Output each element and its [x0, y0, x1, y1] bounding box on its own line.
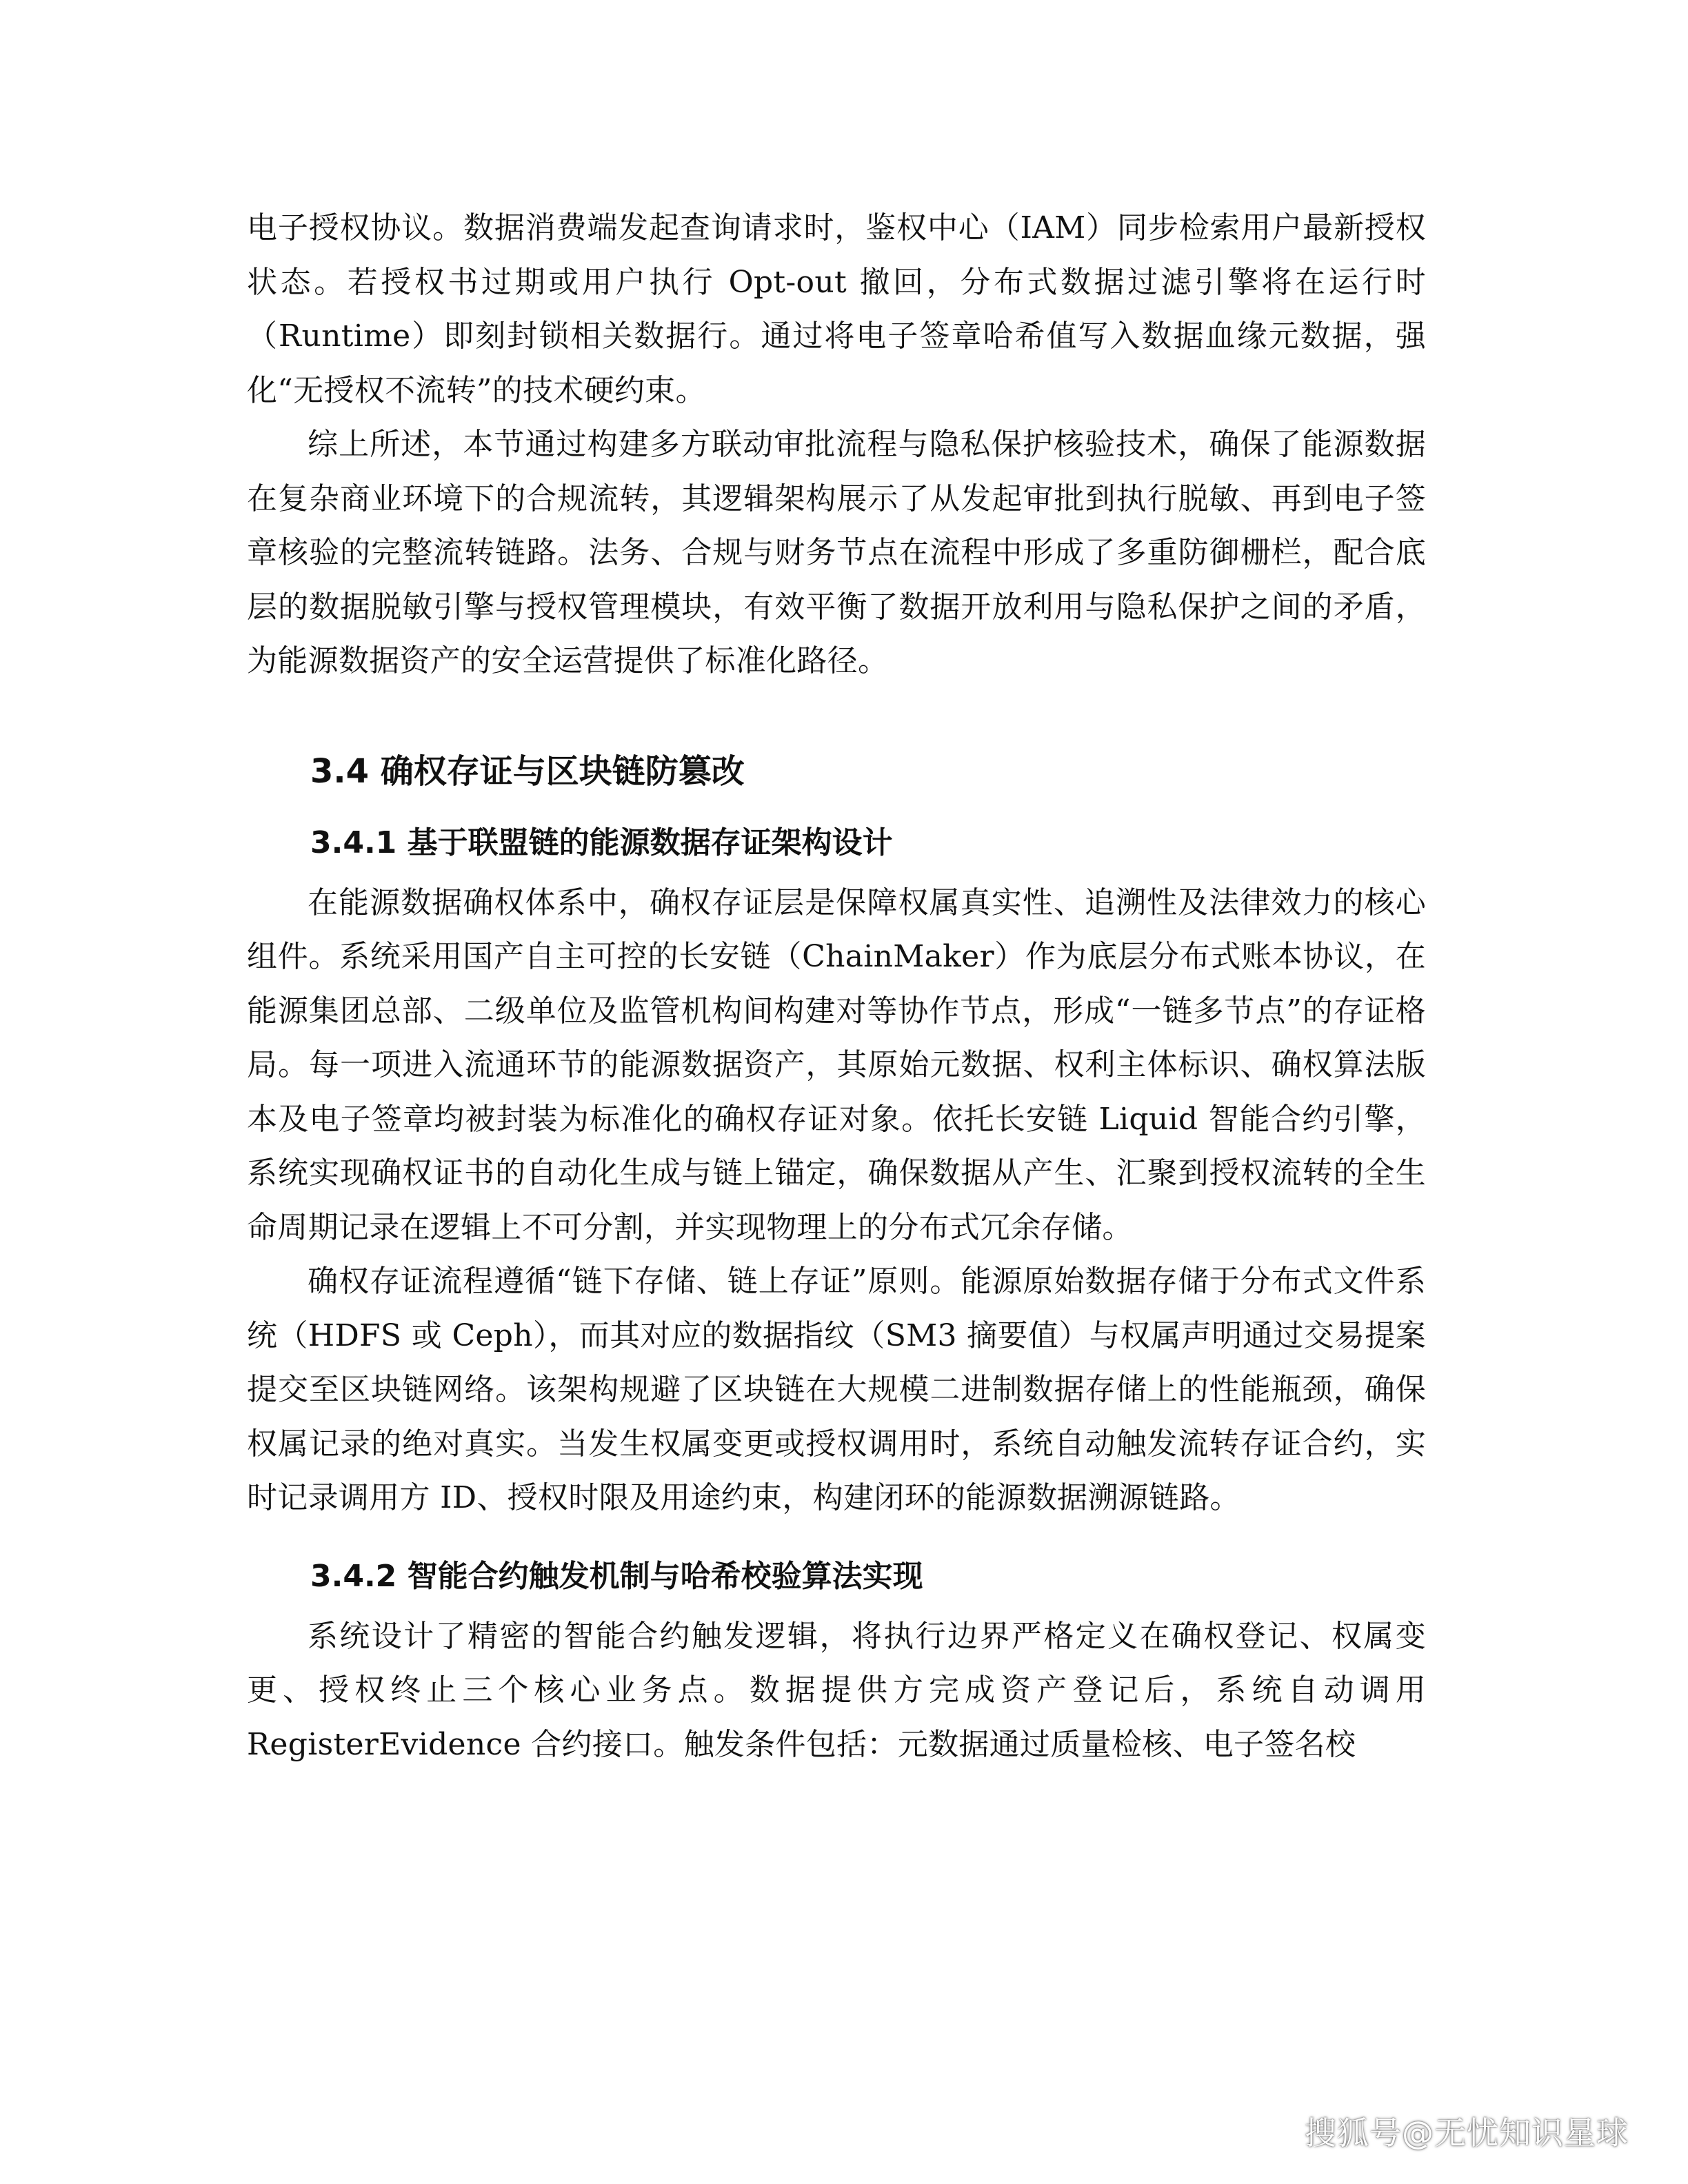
paragraph-section-summary: 综上所述，本节通过构建多方联动审批流程与隐私保护核验技术，确保了能源数据在复杂商业环境下的合规流转，其逻辑架构展示了从发起审批到执行脱敏、再到电子签章核验的完整流转链路。法务、合规与财务节点在流程中形成了多重防御栅栏，配合底层的数据脱敏引擎与授权管理模块，有效平衡了数据开放利用与隐私保护之间的矛盾，为能源数据资产的安全运营提供了标准化路径。 [247, 427, 1426, 678]
section-heading-3-4: 3.4 确权存证与区块链防篡改 [310, 751, 745, 791]
subsection-heading-3-4-1: 3.4.1 基于联盟链的能源数据存证架构设计 [310, 825, 893, 860]
paragraph-offchain-storage-onchain-evidence: 确权存证流程遵循“链下存储、链上存证”原则。能源原始数据存储于分布式文件系统（HDFS 或 Ceph），而其对应的数据指纹（SM3 摘要值）与权属声明通过交易提案提交至区块链网络。该架构规避了区块链在大规模二进制数据存储上的性能瓶颈，确保权属记录的绝对真实。当发生权属变更或授权调用时，系统自动触发流转存证合约，实时记录调用方 ID、授权时限及用途约束，构建闭环的能源数据溯源链路。 [247, 1264, 1426, 1515]
document-page [247, 201, 1426, 1772]
watermark-text: 搜狐号@无忧知识星球 [1305, 2114, 1629, 2152]
paragraph-authorization-protocol: 电子授权协议。数据消费端发起查询请求时，鉴权中心（IAM）同步检索用户最新授权状态。若授权书过期或用户执行 Opt-out 撤回，分布式数据过滤引擎将在运行时（Runtime）即刻封锁相关数据行。通过将电子签章哈希值写入数据血缘元数据，强化“无授权不流转”的技术硬约束。 [247, 210, 1426, 408]
paragraph-consortium-chain-architecture: 在能源数据确权体系中，确权存证层是保障权属真实性、追溯性及法律效力的核心组件。系统采用国产自主可控的长安链（ChainMaker）作为底层分布式账本协议，在能源集团总部、二级单位及监管机构间构建对等协作节点，形成“一链多节点”的存证格局。每一项进入流通环节的能源数据资产，其原始元数据、权利主体标识、确权算法版本及电子签章均被封装为标准化的确权存证对象。依托长安链 Liquid 智能合约引擎，系统实现确权证书的自动化生成与链上锚定，确保数据从产生、汇聚到授权流转的全生命周期记录在逻辑上不可分割，并实现物理上的分布式冗余存储。 [247, 884, 1426, 1245]
subsection-heading-3-4-2: 3.4.2 智能合约触发机制与哈希校验算法实现 [310, 1558, 923, 1594]
paragraph-smart-contract-trigger: 系统设计了精密的智能合约触发逻辑，将执行边界严格定义在确权登记、权属变更、授权终止三个核心业务点。数据提供方完成资产登记后，系统自动调用 RegisterEvidence 合约接口。触发条件包括：元数据通过质量检核、电子签名校 [247, 1618, 1426, 1762]
